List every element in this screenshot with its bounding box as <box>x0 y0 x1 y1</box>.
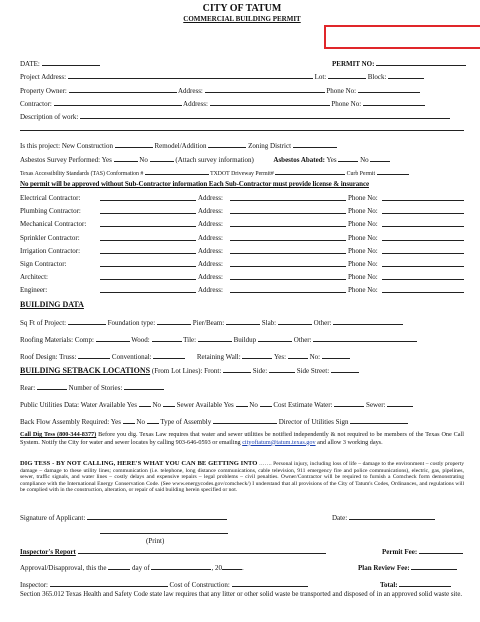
director-sign-label: Director of Utilities Sign <box>278 418 349 426</box>
roof-design-label: Roof Design: <box>20 353 58 361</box>
roofing-comp-label: Roofing Materials: Comp: <box>20 336 94 344</box>
cost-of-construction-label: Cost of Construction: <box>169 581 230 589</box>
roofing-other-field[interactable] <box>313 335 417 342</box>
print-label: (Print) <box>146 537 165 545</box>
permit-no-row <box>332 59 466 68</box>
water-no-field[interactable] <box>163 400 175 407</box>
plan-review-label: Plan Review Fee: <box>358 564 410 572</box>
slab-field[interactable] <box>278 318 312 325</box>
assembly-type-label: Type of Assembly <box>160 418 212 426</box>
foundation-other-field[interactable] <box>333 318 403 325</box>
remodel-field[interactable] <box>208 141 246 148</box>
subcontractor-phone-field[interactable] <box>382 207 464 214</box>
roofing-row <box>20 335 417 344</box>
owner-address-field[interactable] <box>205 86 325 93</box>
asbestos-survey-no-label: No <box>139 156 148 164</box>
sqft-field[interactable] <box>68 318 106 325</box>
zoning-field[interactable] <box>293 141 337 148</box>
cost-water-field[interactable] <box>334 400 364 407</box>
signature-date-label: Date: <box>332 514 348 522</box>
subcontractor-address-field[interactable] <box>230 273 346 280</box>
description-label: Description of work: <box>20 113 79 121</box>
dig-warning-heading: DIG TESS - BY NOT CALLING, HERE'S WHAT YOU CAN BE GETTING INTO <box>20 460 258 467</box>
roofing-other-label: Other: <box>293 336 312 344</box>
total-row <box>380 580 451 589</box>
dig-tess-email-link[interactable]: cityoftatum@tatum.texas.gov <box>242 438 316 446</box>
subcontractor-label: Sign Contractor: <box>20 260 67 268</box>
inspector-row <box>20 580 308 589</box>
water-available-label: Public Utilities Data: Water Available Yes <box>20 401 137 409</box>
subcontractor-row <box>20 233 378 242</box>
inspector-report-label: Inspector's Report <box>20 548 76 556</box>
subcontractor-address-label: Address: <box>198 260 223 268</box>
contractor-phone-field[interactable] <box>363 99 425 106</box>
subcontractor-label: Architect: <box>20 273 48 282</box>
asbestos-survey-no-field[interactable] <box>150 155 174 162</box>
plan-review-field[interactable] <box>411 563 457 570</box>
plan-review-row <box>358 563 457 572</box>
block-label: Block: <box>367 73 387 81</box>
rear-field[interactable] <box>37 383 67 390</box>
roofing-tile-label: Tile: <box>183 336 197 344</box>
subcontractor-phone-label: Phone No: <box>348 194 378 202</box>
sqft-label: Sq Ft of Project: <box>20 319 67 327</box>
roofing-buildup-field[interactable] <box>258 335 292 342</box>
asbestos-abated-no-field[interactable] <box>370 155 390 162</box>
txdot-label: TXDOT Driveway Permit# <box>210 171 274 177</box>
subcontractor-phone-label: Phone No: <box>348 233 378 242</box>
rear-row <box>20 383 164 392</box>
subcontractor-name-field[interactable] <box>100 286 196 293</box>
dig-warning <box>20 461 464 494</box>
setback-front-field[interactable] <box>223 366 251 373</box>
foundation-label: Foundation type: <box>107 319 156 327</box>
retaining-wall-field[interactable] <box>242 352 272 359</box>
signature-row <box>20 513 227 522</box>
utilities-row <box>20 400 413 409</box>
slab-label: Slab: <box>261 319 277 327</box>
approval-year-field[interactable] <box>222 563 242 570</box>
assembly-type-field[interactable] <box>213 417 277 424</box>
project-type-row <box>20 141 337 150</box>
subcontractor-name-field[interactable] <box>100 207 196 214</box>
rear-label: Rear: <box>20 384 36 392</box>
asbestos-survey-label: Asbestos Survey Performed: <box>20 156 101 164</box>
curb-label: Curb Permit <box>346 171 376 177</box>
setback-side-street-label: Side Street: <box>296 367 330 375</box>
roofing-buildup-label: Buildup <box>233 336 257 344</box>
subcontractor-address-label: Address: <box>198 194 223 202</box>
owner-row <box>20 86 420 95</box>
foundation-other-label: Other: <box>313 319 332 327</box>
setback-side-field[interactable] <box>269 366 295 373</box>
contractor-address-label: Address: <box>183 100 208 108</box>
foundation-row <box>20 318 403 327</box>
retaining-yes-field[interactable] <box>288 352 308 359</box>
cost-of-construction-field[interactable] <box>232 580 308 587</box>
permit-no-field[interactable] <box>376 59 466 66</box>
stories-field[interactable] <box>124 383 164 390</box>
description-row <box>20 112 450 121</box>
owner-label: Property Owner: <box>20 87 67 95</box>
roofing-tile-field[interactable] <box>198 335 232 342</box>
subcontractor-phone-field[interactable] <box>382 247 464 254</box>
new-construction-label: New Construction <box>61 142 113 150</box>
truss-field[interactable] <box>78 352 110 359</box>
approval-day-field[interactable] <box>108 563 130 570</box>
permit-no-label: PERMIT NO: <box>332 60 375 68</box>
setback-heading: BUILDING SETBACK LOCATIONS <box>20 366 151 375</box>
dig-tess-notice <box>20 431 464 446</box>
project-address-label: Project Address: <box>20 73 67 81</box>
sewer-yes-field[interactable] <box>236 400 248 407</box>
inspector-report-field[interactable] <box>78 547 326 554</box>
owner-address-label: Address: <box>177 87 203 95</box>
txdot-field[interactable] <box>275 168 345 175</box>
contractor-address-field[interactable] <box>210 99 330 106</box>
owner-field[interactable] <box>69 86 177 93</box>
subcontractor-label: Mechanical Contractor: <box>20 220 87 229</box>
curb-field[interactable] <box>377 168 409 175</box>
retaining-no-label: No <box>309 353 319 361</box>
contractor-label: Contractor: <box>20 100 52 108</box>
lot-label: Lot: <box>314 73 327 81</box>
subcontractor-row <box>20 220 378 229</box>
roofing-wood-field[interactable] <box>152 335 182 342</box>
subcontractor-address-field[interactable] <box>230 220 346 227</box>
cost-water-label: Cost Estimate Water: <box>273 401 333 409</box>
subcontractor-row <box>20 260 378 268</box>
print-name-row <box>100 527 228 536</box>
contractor-row <box>20 99 425 108</box>
project-address-field[interactable] <box>68 72 313 79</box>
signature-date-row <box>332 513 435 522</box>
cost-sewer-label: Sewer: <box>366 401 386 409</box>
subcontractor-label: Engineer: <box>20 286 48 295</box>
dig-tess-tail: and allow 3 working days. <box>317 438 383 446</box>
setback-from-lot-label: (From Lot Lines): <box>151 367 203 375</box>
subcontractor-label: Irrigation Contractor: <box>20 246 81 255</box>
sewer-no-field[interactable] <box>260 400 272 407</box>
subcontractor-row <box>20 207 378 216</box>
day-of-label: day of <box>132 564 150 572</box>
subcontractor-address-field[interactable] <box>230 194 346 201</box>
subcontractor-name-field[interactable] <box>100 194 196 201</box>
roof-design-row: Roof Design: Truss: Conventional: Retaining Wall: Yes: No: <box>20 352 350 361</box>
tas-label: Texas Accessibility Standards (TAS) Conformation # <box>20 171 144 177</box>
permit-number-highlight <box>324 25 480 49</box>
foundation-field[interactable] <box>157 318 191 325</box>
subcontractor-row <box>20 194 378 202</box>
print-name-field[interactable] <box>100 527 228 534</box>
subcontractor-name-field[interactable] <box>100 220 196 227</box>
inspector-report-row <box>20 547 326 556</box>
setback-row <box>20 366 359 375</box>
director-sign-field[interactable] <box>350 417 408 424</box>
setback-side-street-field[interactable] <box>331 366 359 373</box>
subcontractor-address-field[interactable] <box>230 286 346 293</box>
subcontractor-label: Sprinkler Contractor: <box>20 233 80 242</box>
tas-field[interactable] <box>145 168 209 175</box>
block-field[interactable] <box>388 72 424 79</box>
owner-phone-label: Phone No: <box>326 87 357 95</box>
subcontractor-address-label: Address: <box>198 207 223 216</box>
subcontractor-address-label: Address: <box>198 286 223 295</box>
footer-note: Section 365.012 Texas Health and Safety Code state law requires that any litter or other solid waste be transported and disposed of in an approved solid waste site. <box>20 591 463 598</box>
inspector-field[interactable] <box>50 580 168 587</box>
description-field[interactable] <box>80 112 450 119</box>
asbestos-row <box>20 155 390 164</box>
date-row <box>20 59 100 68</box>
subcontractor-phone-label: Phone No: <box>348 273 378 282</box>
water-yes-field[interactable] <box>139 400 151 407</box>
new-construction-field[interactable] <box>115 141 153 148</box>
backflow-no-label: No <box>136 418 145 426</box>
retaining-yes-label: Yes <box>273 353 285 361</box>
subcontractor-phone-field[interactable] <box>382 286 464 293</box>
subcontractor-address-field[interactable] <box>230 260 346 267</box>
subcontractor-address-label: Address: <box>198 246 223 255</box>
permit-fee-field[interactable] <box>419 547 463 554</box>
conventional-field[interactable] <box>153 352 185 359</box>
retaining-no-field[interactable] <box>322 352 350 359</box>
permit-fee-label: Permit Fee: <box>382 548 418 556</box>
stories-label: Number of Stories: <box>68 384 123 392</box>
subcontractor-phone-label: Phone No: <box>348 260 378 268</box>
subcontractor-phone-field[interactable] <box>382 260 464 267</box>
page-subtitle: COMMERCIAL BUILDING PERMIT <box>183 15 301 23</box>
subcontractor-label: Plumbing Contractor: <box>20 207 81 216</box>
approval-month-field[interactable] <box>151 563 211 570</box>
subcontractor-phone-field[interactable] <box>382 194 464 201</box>
pier-field[interactable] <box>226 318 260 325</box>
subcontractor-address-field[interactable] <box>230 234 346 241</box>
subcontractor-name-field[interactable] <box>100 273 196 280</box>
contractor-phone-label: Phone No: <box>331 100 362 108</box>
roofing-comp-field[interactable] <box>96 335 130 342</box>
subcontractor-phone-field[interactable] <box>382 220 464 227</box>
subcontractor-name-field[interactable] <box>100 234 196 241</box>
signature-date-field[interactable] <box>349 513 435 520</box>
approval-label: Approval/Disapproval, this the <box>20 564 107 572</box>
asbestos-survey-yes-label: Yes <box>101 156 112 164</box>
conventional-label: Conventional: <box>111 353 152 361</box>
subcontractor-row <box>20 246 378 255</box>
subcontractor-row <box>20 286 378 295</box>
subcontractor-address-field[interactable] <box>230 207 346 214</box>
total-field[interactable] <box>399 580 451 587</box>
lot-field[interactable] <box>328 72 366 79</box>
dig-tess-heading: Call Dig Tess (800-344-8377) <box>20 431 97 438</box>
subcontractor-phone-field[interactable] <box>382 273 464 280</box>
subcontractor-address-label: Address: <box>198 220 223 229</box>
backflow-no-field[interactable] <box>147 417 159 424</box>
tas-row <box>20 168 409 178</box>
subcontractor-name-field[interactable] <box>100 247 196 254</box>
inspector-label: Inspector: <box>20 581 48 589</box>
backflow-row <box>20 417 408 426</box>
approval-row: Approval/Disapproval, this the day of , 20 . <box>20 564 244 572</box>
attach-survey-note: (Attach survey information) <box>175 156 254 164</box>
subcontractor-name-field[interactable] <box>100 260 196 267</box>
remodel-label: Remodel/Addition <box>154 142 207 150</box>
date-field[interactable] <box>42 59 100 66</box>
permit-fee-row <box>382 547 463 556</box>
project-address-row <box>20 72 424 81</box>
setback-front-label: Front: <box>204 367 222 375</box>
asbestos-abated-yes-field[interactable] <box>338 155 358 162</box>
backflow-yes-field[interactable] <box>123 417 135 424</box>
asbestos-abated-label: Asbestos Abated: <box>273 156 325 164</box>
subcontractor-address-field[interactable] <box>230 247 346 254</box>
building-data-heading: BUILDING DATA <box>20 300 84 309</box>
subcontractor-address-label: Address: <box>198 273 223 282</box>
water-no-label: No <box>152 401 162 409</box>
zoning-label: Zoning District <box>248 142 292 150</box>
contractor-field[interactable] <box>54 99 182 106</box>
total-label: Total: <box>380 581 398 589</box>
date-label: DATE: <box>20 60 40 68</box>
cost-sewer-field[interactable] <box>387 400 413 407</box>
asbestos-abated-no-label: No <box>360 156 369 164</box>
project-type-label: Is this project: <box>20 142 61 150</box>
roofing-wood-label: Wood: <box>131 336 150 344</box>
subcontractor-phone-label: Phone No: <box>348 220 378 229</box>
page-title: CITY OF TATUM <box>202 3 282 14</box>
asbestos-abated-yes-label: Yes <box>326 156 337 164</box>
dig-warning-text: ……. Personal injury, including loss of life – damage to the environment – costly property damage – damage to these utility lines; communication (i.e. telephone, long distance communications, cable television, 911 emergency fire and police communications), electric, gas, pipelines, sewer, traffic signals, and water lines – costly delays and expensive repairs – legal problems – civil penalties. Owner/Contractor will be required to furnish a Comcheck form demonstrating compliance with the International Energy Conservation Code. (See www.energycodes.gov/comcheck/) I understand that all provisions of the City of Tatum's Codes, Ordinances, and regulations will be complied with in the construction, alteration, or repair of said building herein specified or not. <box>20 461 464 494</box>
subcontractor-phone-field[interactable] <box>382 234 464 241</box>
subcontractor-notice: No permit will be approved without Sub-Contractor information Each Sub-Contractor must provide license & insurance <box>20 180 369 188</box>
subcontractor-phone-label: Phone No: <box>348 246 378 255</box>
sewer-available-label: Sewer Available Yes <box>176 401 234 409</box>
truss-label: Truss: <box>59 353 77 361</box>
backflow-yes-label: Back Flow Assembly Required: Yes <box>20 418 121 426</box>
owner-phone-field[interactable] <box>358 86 420 93</box>
signature-field[interactable] <box>87 513 227 520</box>
subcontractor-phone-label: Phone No: <box>348 207 378 216</box>
sewer-no-label: No <box>249 401 258 409</box>
dig-tess-text: Before you dig. Texas Law requires that water and sewer utilities be notified independently & not required to be members of the Texas One Call System. Notify the City for water and sewer locates by calling 903-646-0593 or emailing <box>20 431 464 446</box>
asbestos-survey-yes-field[interactable] <box>114 155 138 162</box>
retaining-wall-label: Retaining Wall: <box>196 353 241 361</box>
subcontractor-label: Electrical Contractor: <box>20 194 81 202</box>
subcontractor-phone-label: Phone No: <box>348 286 378 295</box>
setback-side-label: Side: <box>252 367 268 375</box>
year-label: , 20 <box>211 564 222 572</box>
subcontractor-row <box>20 273 378 282</box>
description-line-2[interactable] <box>20 130 464 131</box>
signature-label: Signature of Applicant: <box>20 514 86 522</box>
subcontractor-address-label: Address: <box>198 233 223 242</box>
pier-label: Pier/Beam: <box>192 319 225 327</box>
